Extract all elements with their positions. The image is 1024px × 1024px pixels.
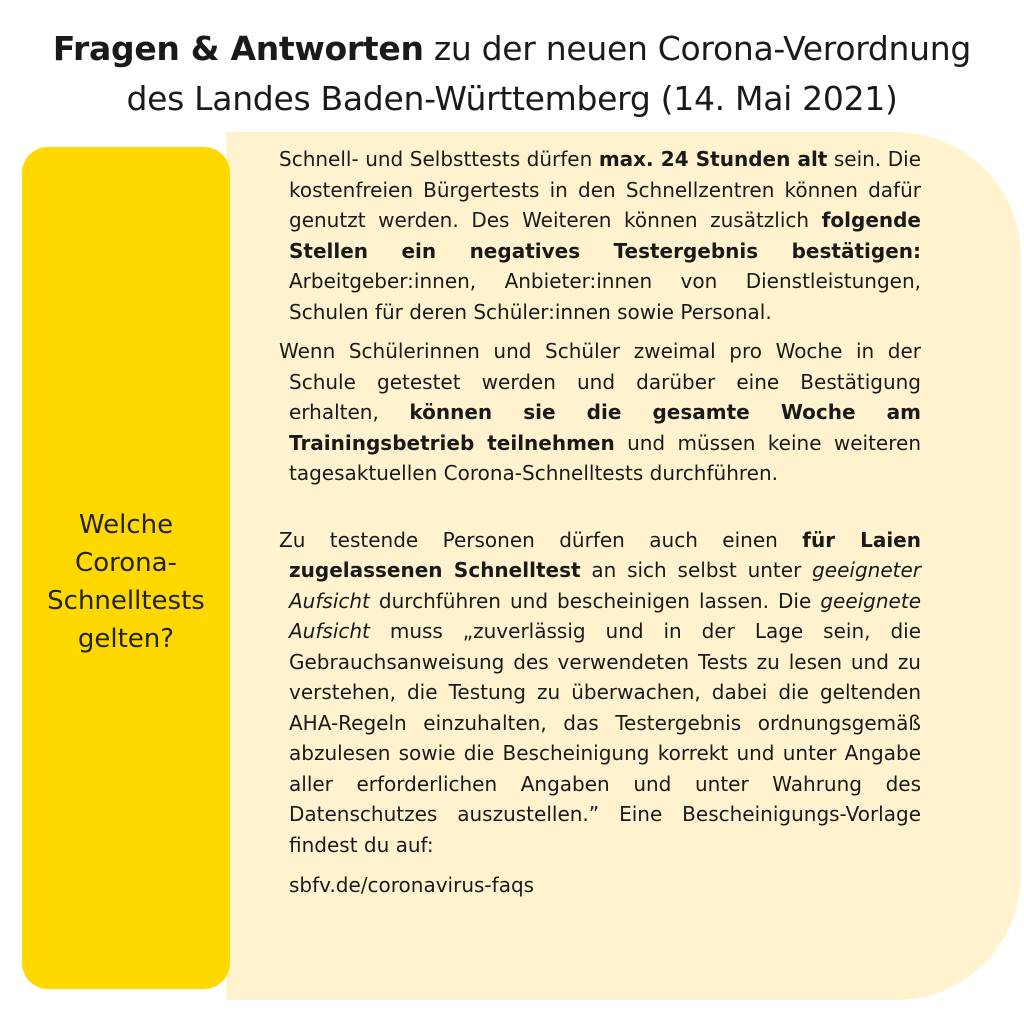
text-span: Zu testende Personen dürfen auch einen <box>279 527 803 552</box>
title-line-2: des Landes Baden-Württemberg (14. Mai 2021) <box>126 79 898 118</box>
text-span: und müssen keine weiteren tagesaktuellen Corona-Schnelltests durchführen. <box>289 430 921 485</box>
answer-paragraph-2 <box>279 336 921 489</box>
text-span: Arbeitgeber:innen, Anbieter:innen von Dienstleistungen, Schulen für deren Schüler:innen sowie Personal. <box>289 269 921 324</box>
text-span: Wenn Schülerinnen und Schüler zweimal pro Woche in der Schule getestet werden und darüber eine Bestätigung erhalten, <box>279 339 921 424</box>
bold-span: können sie die gesamte Woche am Trainingsbetrieb teilnehmen <box>289 400 921 455</box>
text-span: sein. Die kostenfreien Bürgertests in den Schnellzentren können dafür genutzt werden. Des Weiteren können zusätzlich <box>289 147 921 232</box>
question-line: Schnelltests <box>47 586 205 616</box>
page-title <box>0 24 1024 124</box>
answer-body <box>279 142 921 900</box>
bold-span: für Laien zugelassenen Schnelltest <box>289 527 921 582</box>
question-line: Welche <box>78 510 174 540</box>
text-span: an sich selbst unter <box>580 558 813 582</box>
faq-link: sbfv.de/coronavirus-faqs <box>289 873 535 897</box>
question-panel <box>22 147 230 989</box>
answer-paragraph-3 <box>279 525 921 861</box>
question-text <box>47 506 205 658</box>
title-bold-part: Fragen & Antworten <box>52 29 424 68</box>
italic-span: geeignete Aufsicht <box>289 588 921 643</box>
title-line-1 <box>0 24 1024 74</box>
text-span: durchführen und bescheinigen lassen. Die <box>369 588 821 613</box>
bold-span: folgende Stellen ein negatives Testergebnis bestätigen: <box>289 208 921 263</box>
title-rest-part: zu der neuen Corona-Verordnung <box>423 29 972 68</box>
text-span: muss „zuverlässig und in der Lage sein, die Gebrauchsanweisung des verwendeten Tests zu lesen und zu verstehen, die Testung zu überwachen, dabei die geltenden AHA-Regeln einzuhalten, das Testergebnis ordnungsgemäß abzulesen sowie die Bescheinigung korrekt und unter Angabe aller erforderlichen Angaben und unter Wahrung des Datenschutzes auszustellen.” Eine Bescheinigungs-Vorlage findest du auf: <box>289 619 921 857</box>
italic-span: geeigneter Aufsicht <box>289 558 922 613</box>
question-line: Corona- <box>75 548 177 578</box>
bold-span: max. 24 Stunden alt <box>598 147 828 171</box>
answer-paragraph-1 <box>279 144 921 327</box>
text-span: Schnell- und Selbsttests dürfen <box>279 147 599 171</box>
question-line: gelten? <box>77 624 175 654</box>
